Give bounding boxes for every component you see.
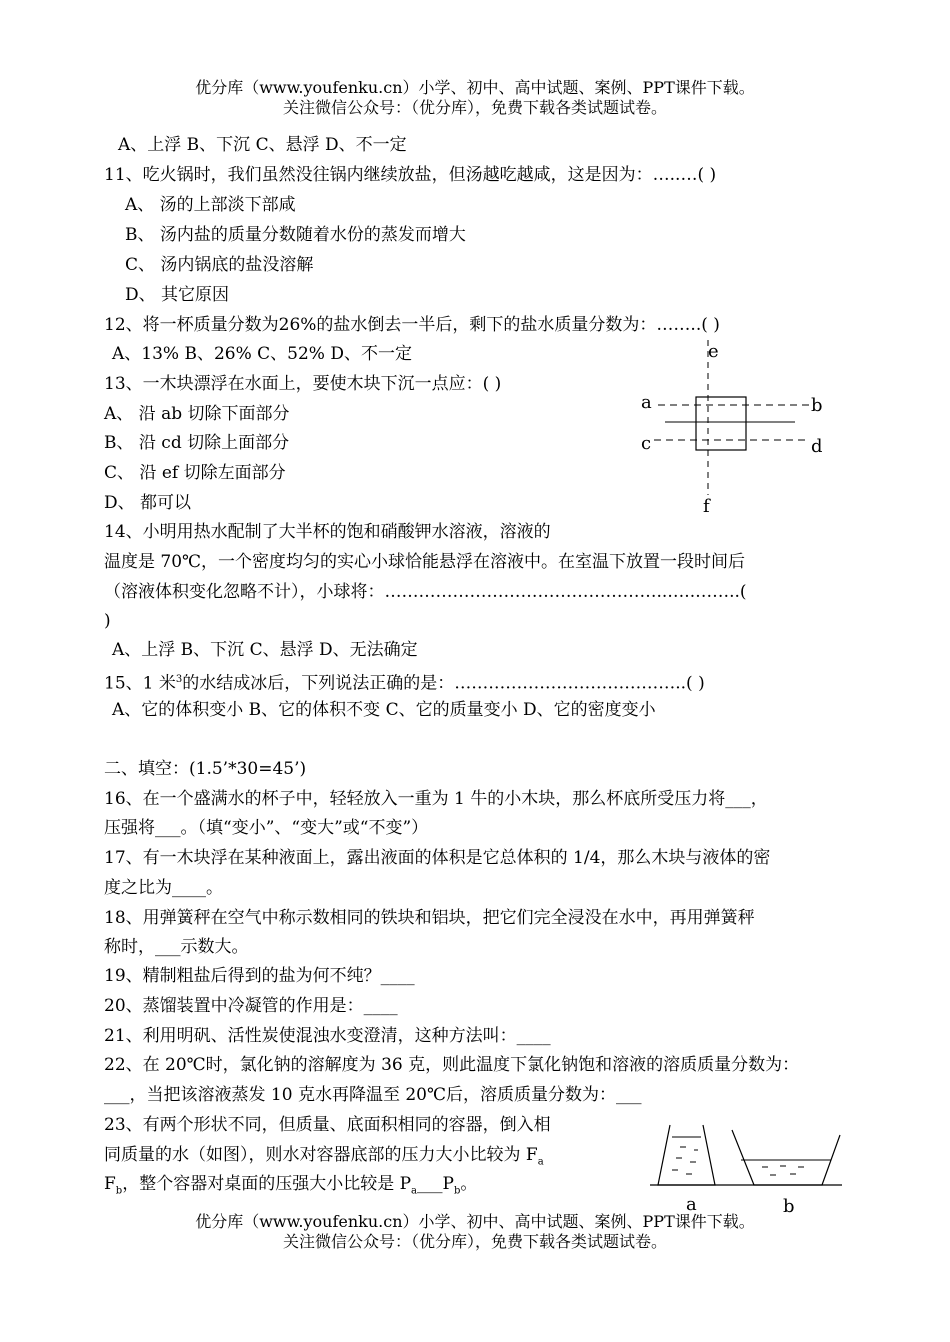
label-f: f [703,496,710,517]
q19: 19、精制粗盐后得到的盐为何不纯？____ [104,966,415,986]
header-line-2: 关注微信公众号：（优分库），免费下载各类试题试卷。 [282,98,667,117]
q10-options: A、上浮 B、下沉 C、悬浮 D、不一定 [118,135,407,155]
q14-stem-line-2: 温度是 70℃，一个密度均匀的实心小球恰能悬浮在溶液中。在室温下放置一段时间后 [104,552,746,572]
q23-line-3: $F_b$，整个容器对桌面的压强大小比较是 $P_a\_\_\_P_b$。 [104,1174,478,1197]
q15-options: A、它的体积变小 B、它的体积不变 C、它的质量变小 D、它的密度变小 [112,700,656,720]
section-two-heading: 二、填空：(1.5’*30=45’) [104,759,307,779]
q11-option-c: C、 汤内锅底的盐没溶解 [125,255,314,275]
q11-option-b: B、 汤内盐的质量分数随着水份的蒸发而增大 [125,225,466,245]
q11-option-d: D、 其它原因 [125,285,230,305]
q12-options: A、13% B、26% C、52% D、不一定 [112,344,412,364]
floating-block-figure [640,340,840,520]
q11-stem: 11、吃火锅时，我们虽然没往锅内继续放盐，但汤越吃越咸，这是因为：…..…( ) [104,165,717,185]
footer-line-2: 关注微信公众号：（优分库），免费下载各类试题试卷。 [282,1232,667,1251]
q17-line-1: 17、有一木块浮在某种液面上，露出液面的体积是它总体积的 1/4，那么木块与液体的密 [104,848,771,868]
q20: 20、蒸馏装置中冷凝管的作用是：____ [104,996,398,1016]
q18-line-2: 称时，___示数大。 [104,937,249,957]
water-marks-b [762,1166,804,1175]
q13-option-c: C、 沿 ef 切除左面部分 [104,463,286,483]
q14-stem-line-4: ) [104,611,111,631]
containers-figure [650,1120,850,1200]
q14-stem-line-3: （溶液体积变化忽略不计），小球将：…………………………………………..…..……..( [104,582,747,602]
q12-stem: 12、将一杯质量分数为26%的盐水倒去一半后，剩下的盐水质量分数为：……..( ) [104,315,720,335]
container-a [658,1125,715,1185]
subscript-a: a [537,1156,544,1168]
q23-line-1: 23、有两个形状不同，但质量、底面积相同的容器，倒入相 [104,1115,551,1135]
label-a: a [641,392,652,413]
q14-stem-line-1: 14、小明用热水配制了大半杯的饱和硝酸钾水溶液，溶液的 [104,522,551,542]
q13-option-b: B、 沿 cd 切除上面部分 [104,433,290,453]
q18-line-1: 18、用弹簧秤在空气中称示数相同的铁块和铝块，把它们完全浸没在水中，再用弹簧秤 [104,908,755,928]
q14-options: A、上浮 B、下沉 C、悬浮 D、无法确定 [112,640,418,660]
q13-option-d: D、 都可以 [104,493,192,513]
q16-line-1: 16、在一个盛满水的杯子中，轻轻放入一重为 1 牛的小木块，那么杯底所受压力将___， [104,789,768,809]
q13-option-a: A、 沿 ab 切除下面部分 [104,404,290,424]
q15-stem: 15、1 米$^3$的水结成冰后，下列说法正确的是：…………………………………..( ) [104,673,705,694]
q17-line-2: 度之比为____。 [104,878,223,898]
q16-line-2: 压强将___。（填“变小”、“变大”或“不变”） [104,818,429,838]
q21: 21、利用明矾、活性炭使混浊水变澄清，这种方法叫：____ [104,1026,551,1046]
q13-stem: 13、一木块漂浮在水面上，要使木块下沉一点应：( ) [104,374,502,394]
container-b [732,1130,840,1185]
q11-option-a: A、 汤的上部淡下部咸 [125,195,296,215]
label-container-a: a [686,1194,697,1215]
label-c: c [641,433,652,454]
water-marks-a [672,1147,698,1174]
q22-line-2: ___，当把该溶液蒸发 10 克水再降温至 20℃后，溶质质量分数为：___ [104,1085,642,1105]
q22-line-1: 22、在 20℃时，氯化钠的溶解度为 36 克，则此温度下氯化钠饱和溶液的溶质质量分数为： [104,1055,800,1075]
cubic-superscript: 3 [175,674,183,685]
label-container-b: b [783,1196,795,1217]
q23-line-2: 同质量的水（如图），则水对容器底部的压力大小比较为 $F_a$ [104,1145,544,1168]
label-e: e [708,341,719,362]
label-d: d [811,436,823,457]
footer-line-1: 优分库（www.youfenku.cn）小学、初中、高中试题、案例、PPT课件下载。 [195,1212,755,1231]
label-b: b [811,395,823,416]
header-line-1: 优分库（www.youfenku.cn）小学、初中、高中试题、案例、PPT课件下载。 [195,78,755,97]
